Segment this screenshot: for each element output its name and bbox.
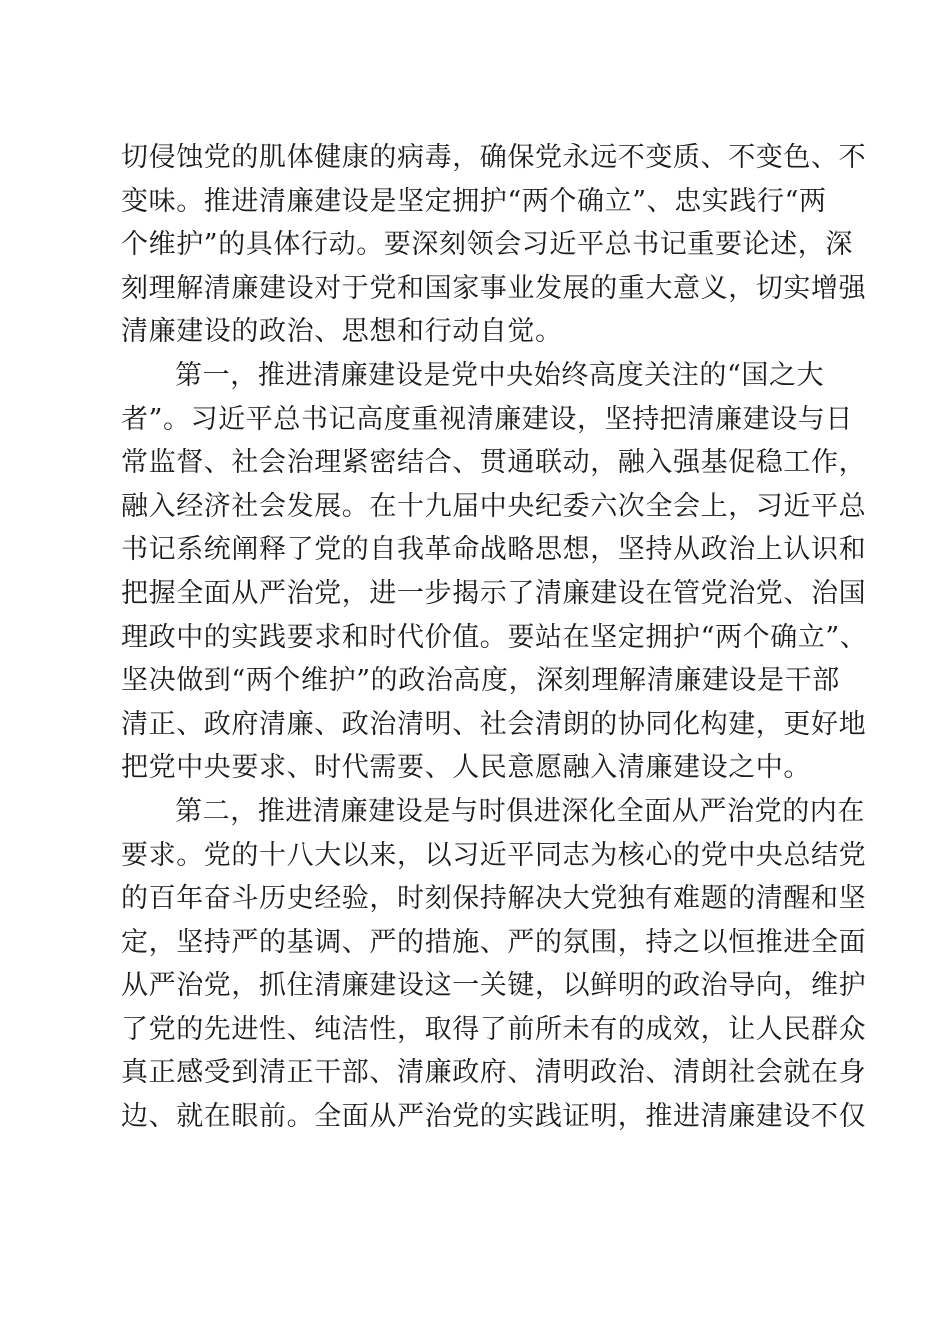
text-line: 常监督、社会治理紧密结合、贯通联动，融入强基促稳工作， [121, 447, 867, 479]
text-line: 清廉建设的政治、思想和行动自觉。 [121, 316, 563, 348]
paragraph-first-line: 第一，推进清廉建设是党中央始终高度关注的“国之大 [175, 359, 825, 391]
text-line: 变味。推进清廉建设是坚定拥护“两个确立”、忠实践行“两 [121, 185, 827, 217]
text-line: 书记系统阐释了党的自我革命战略思想，坚持从政治上认识和 [121, 534, 867, 566]
text-line: 刻理解清廉建设对于党和国家事业发展的重大意义，切实增强 [121, 272, 867, 304]
text-line: 理政中的实践要求和时代价值。要站在坚定拥护“两个确立”、 [121, 621, 868, 653]
text-line: 个维护”的具体行动。要深刻领会习近平总书记重要论述，深 [121, 229, 854, 261]
text-line: 从严治党，抓住清廉建设这一关键，以鲜明的政治导向，维护 [121, 970, 867, 1002]
text-line: 的百年奋斗历史经验，时刻保持解决大党独有难题的清醒和坚 [121, 883, 867, 915]
text-line: 把党中央要求、时代需要、人民意愿融入清廉建设之中。 [121, 752, 811, 784]
text-line: 了党的先进性、纯洁性，取得了前所未有的成效，让人民群众 [121, 1013, 867, 1045]
text-line: 定，坚持严的基调、严的措施、严的氛围，持之以恒推进全面 [121, 926, 867, 958]
text-line: 清正、政府清廉、政治清明、社会清朗的协同化构建，更好地 [121, 708, 867, 740]
paragraph-first-line: 第二，推进清廉建设是与时俱进深化全面从严治党的内在 [175, 795, 865, 827]
text-line: 要求。党的十八大以来，以习近平同志为核心的党中央总结党 [121, 839, 867, 871]
text-line: 者”。习近平总书记高度重视清廉建设，坚持把清廉建设与日 [121, 403, 854, 435]
document-body [121, 136, 868, 1139]
text-line: 真正感受到清正干部、清廉政府、清明政治、清朗社会就在身 [121, 1057, 867, 1089]
text-line: 切侵蚀党的肌体健康的病毒，确保党永远不变质、不变色、不 [121, 142, 867, 173]
text-line: 边、就在眼前。全面从严治党的实践证明，推进清廉建设不仅 [121, 1101, 867, 1133]
text-line: 融入经济社会发展。在十九届中央纪委六次全会上，习近平总 [121, 490, 867, 522]
text-line: 坚决做到“两个维护”的政治高度，深刻理解清廉建设是干部 [121, 665, 840, 697]
text-line: 把握全面从严治党，进一步揭示了清廉建设在管党治党、治国 [121, 577, 867, 609]
